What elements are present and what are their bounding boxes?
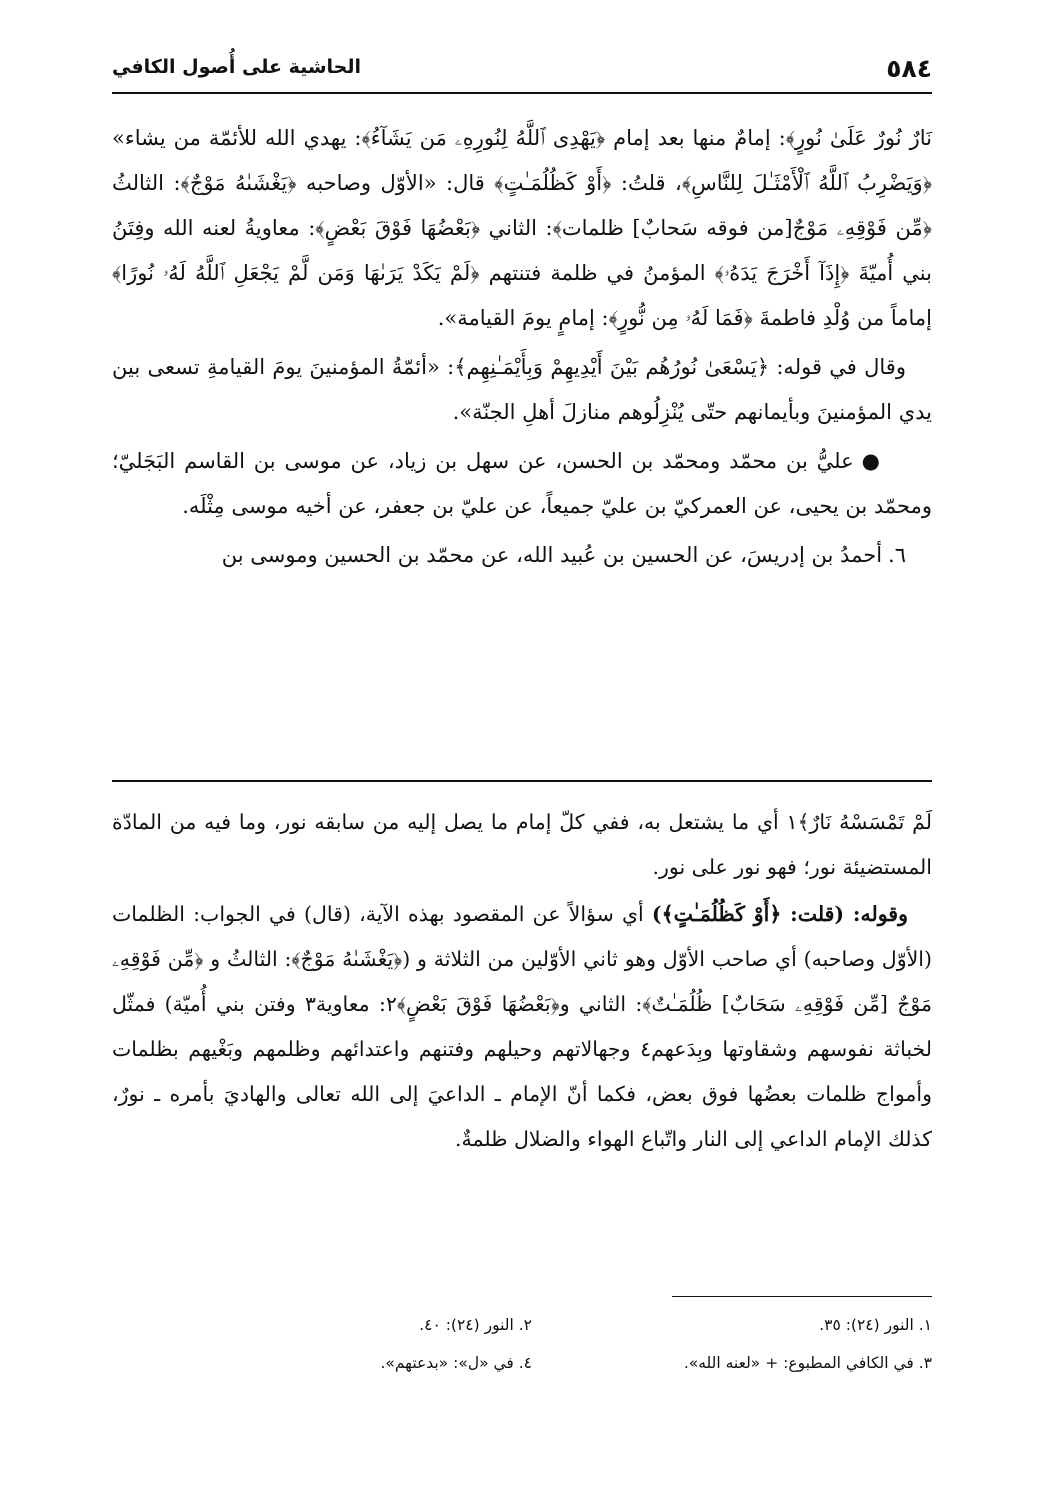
section-divider bbox=[112, 780, 932, 782]
footnote-rule bbox=[672, 1296, 932, 1297]
commentary-text bbox=[112, 800, 932, 1164]
hadith-paragraph: وقال في قوله: ﴿يَسْعَىٰ نُورُهُم بَيْنَ أَيْدِيهِمْ وَبِأَيْمَـٰنِهِم﴾: «أئمّةُ المؤمنينَ يومَ القيامةِ تسعى بين يدي المؤمنينَ وبأيمانهم حتّى يُنْزِلُوهم منازلَ أهلِ الجنّة». bbox=[112, 355, 932, 424]
page-header bbox=[112, 44, 932, 94]
isnad-paragraph bbox=[112, 439, 932, 529]
commentary-paragraph bbox=[112, 892, 932, 1162]
footnotes bbox=[112, 1316, 932, 1392]
bullet-icon: ● bbox=[861, 449, 880, 473]
isnad-text: عليُّ بن محمّد ومحمّد بن الحسن، عن سهل بن زياد، عن موسى بن القاسم البَجَليّ؛ ومحمّد بن يحيى، عن العمركيّ بن عليّ جميعاً، عن عليّ بن جعفر، عن أخيه موسى مِثْلَه. bbox=[112, 449, 932, 518]
footnote: ٢. النور (٢٤): ٤٠. bbox=[419, 1316, 532, 1334]
footnote: ٤. في «ل»: «بدعتهم». bbox=[380, 1354, 532, 1372]
footnote: ٣. في الكافي المطبوع: + «لعنه الله». bbox=[683, 1354, 932, 1372]
header-rule bbox=[112, 92, 932, 94]
commentary-lead: وقوله: (قلت: ﴿أَوْ كَظُلُمَـٰتٍ﴾) bbox=[651, 902, 909, 926]
hadith-number: ٦. bbox=[888, 543, 906, 567]
hadith-paragraph bbox=[112, 533, 932, 578]
hadith-text bbox=[112, 116, 932, 582]
page-number: ٥٨٤ bbox=[886, 54, 932, 83]
footnote: ١. النور (٢٤): ٣٥. bbox=[819, 1316, 932, 1334]
running-title: الحاشية على أُصول الكافي bbox=[112, 56, 362, 78]
isnad-text: أحمدُ بن إدريسَ، عن الحسين بن عُبيد الله، عن محمّد بن الحسين وموسى بن bbox=[221, 543, 883, 567]
footnote-row bbox=[112, 1316, 932, 1354]
hadith-paragraph: نَارٌ نُورٌ عَلَىٰ نُورٍ﴾: إمامٌ منها بعد إمام ﴿يَهْدِى ٱللَّهُ لِنُورِهِۦ مَن يَشَآءُ﴾: يهدي الله للأئمّة من يشاء» ﴿وَيَضْرِبُ ٱللَّهُ ٱلْأَمْثَـٰلَ لِلنَّاسِ﴾، قلتُ: ﴿أَوْ كَظُلُمَـٰتٍ﴾ قال: «الأوّل وصاحبه ﴿يَغْشَىٰهُ مَوْجٌ﴾: الثالثُ ﴿مِّن فَوْقِهِۦ مَوْجٌ[من فوقه سَحابٌ] ظلمات﴾: الثاني ﴿بَعْضُهَا فَوْقَ بَعْضٍ﴾: معاويةُ لعنه الله وفِتَنُ بني أُميّةَ ﴿إِذَآ أَخْرَجَ يَدَهُۥ﴾ المؤمنُ في ظلمة فتنتهم ﴿لَمْ يَكَدْ يَرَىٰهَا وَمَن لَّمْ يَجْعَلِ ٱللَّهُ لَهُۥ نُورًا﴾ إماماً من وُلْدِ فاطمةَ ﴿فَمَا لَهُۥ مِن نُّورٍ﴾: إمامٍ يومَ القيامة». bbox=[112, 126, 932, 330]
commentary-body: أي سؤالاً عن المقصود بهذه الآية، (قال) في الجواب: الظلمات (الأوّل وصاحبه) أي صاحب الأوّل وهو ثاني الأوّلين من الثلاثة و (﴿يَغْشَىٰهُ مَوْجٌ﴾: الثالثُ و ﴿مِّن فَوْقِهِۦ مَوْجٌ [مِّن فَوْقِهِۦ سَحَابٌ] ظُلُمَـٰتٌ﴾: الثاني و﴿بَعْضُهَا فَوْقَ بَعْضٍ﴾٢: معاوية٣ وفتن بني أُميّة) فمثّل لخباثة نفوسهم وشقاوتها وبِدَعهم٤ وجهالاتهم وحيلهم وفتنهم واعتدائهم وظلمهم وبَغْيهم بظلمات وأمواج ظلمات بعضُها فوق بعض، فكما أنّ الإمام ـ الداعيَ إلى الله تعالى والهاديَ بأمره ـ نورٌ، كذلك الإمام الداعي إلى النار واتّباع الهواء والضلال ظلمةٌ. bbox=[112, 902, 933, 1151]
commentary-paragraph: لَمْ تَمْسَسْهُ نَارٌ﴾١ أي ما يشتعل به، ففي كلّ إمام ما يصل إليه من سابقه نور، وما فيه من المادّة المستضيئة نور؛ فهو نور على نور. bbox=[112, 810, 932, 879]
footnote-row bbox=[112, 1354, 932, 1392]
